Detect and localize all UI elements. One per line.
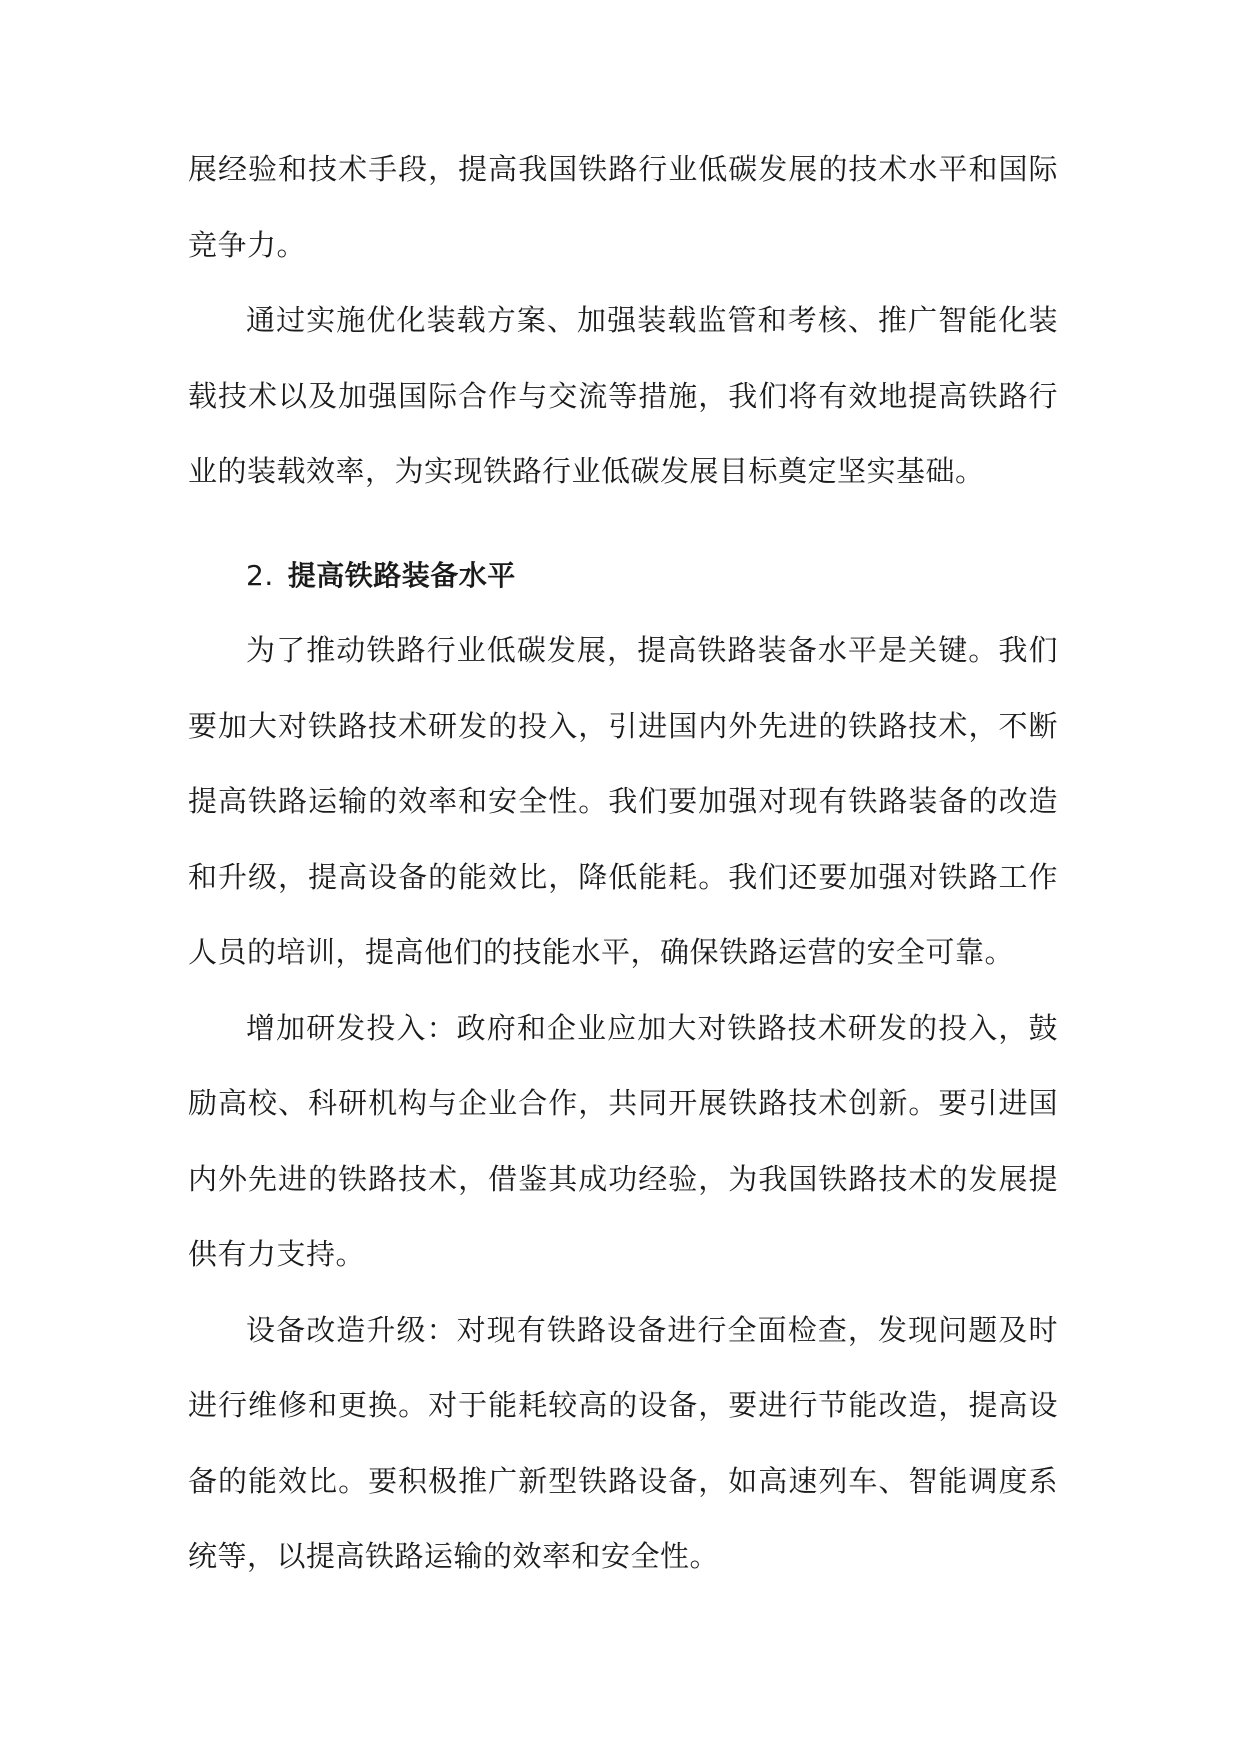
paragraph-summary: 通过实施优化装载方案、加强装载监管和考核、推广智能化装载技术以及加强国际合作与交流等措施，我们将有效地提高铁路行业的装载效率，为实现铁路行业低碳发展目标奠定坚实基础。 — [188, 303, 1058, 488]
document-body — [188, 132, 1058, 1595]
paragraph-continued: 展经验和技术手段，提高我国铁路行业低碳发展的技术水平和国际竞争力。 — [188, 152, 1058, 262]
section-heading — [188, 538, 1058, 614]
paragraph-equipment-upgrade: 设备改造升级：对现有铁路设备进行全面检查，发现问题及时进行维修和更换。对于能耗较高的设备，要进行节能改造，提高设备的能效比。要积极推广新型铁路设备，如高速列车、智能调度系统等，以提高铁路运输的效率和安全性。 — [188, 1312, 1058, 1573]
paragraph-intro: 为了推动铁路行业低碳发展，提高铁路装备水平是关键。我们要加大对铁路技术研发的投入，引进国内外先进的铁路技术，不断提高铁路运输的效率和安全性。我们要加强对现有铁路装备的改造和升级，提高设备的能效比，降低能耗。我们还要加强对铁路工作人员的培训，提高他们的技能水平，确保铁路运营的安全可靠。 — [188, 633, 1058, 969]
section-heading-number: 2. — [246, 558, 274, 592]
section-spacer — [188, 510, 1058, 538]
paragraph-rd-investment: 增加研发投入：政府和企业应加大对铁路技术研发的投入，鼓励高校、科研机构与企业合作，共同开展铁路技术创新。要引进国内外先进的铁路技术，借鉴其成功经验，为我国铁路技术的发展提供有力支持。 — [188, 1010, 1058, 1271]
section-heading-text: 提高铁路装备水平 — [287, 558, 516, 592]
